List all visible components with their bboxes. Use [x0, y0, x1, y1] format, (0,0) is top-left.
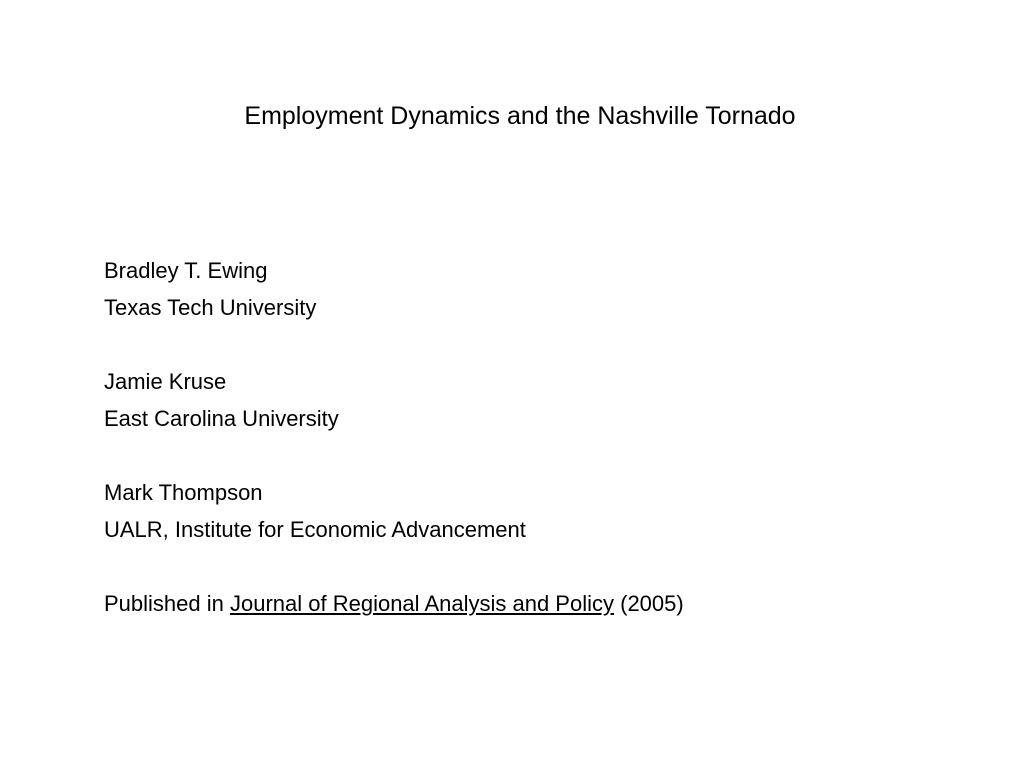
author-name: Bradley T. Ewing: [104, 258, 268, 283]
slide-title: Employment Dynamics and the Nashville Tornado: [244, 102, 796, 130]
author-list: [104, 252, 684, 622]
spacer: [104, 437, 684, 474]
publication-prefix: Published in: [104, 591, 230, 616]
spacer: [104, 326, 684, 363]
author-affiliation: East Carolina University: [104, 406, 339, 431]
author-name: Jamie Kruse: [104, 369, 227, 394]
author-affiliation: Texas Tech University: [104, 295, 317, 320]
publication-year: (2005): [614, 591, 684, 616]
author-name: Mark Thompson: [104, 480, 263, 505]
author-affiliation: UALR, Institute for Economic Advancement: [104, 517, 526, 542]
spacer: [104, 548, 684, 585]
journal-title: Journal of Regional Analysis and Policy: [229, 591, 614, 616]
publication-line: [104, 585, 684, 622]
